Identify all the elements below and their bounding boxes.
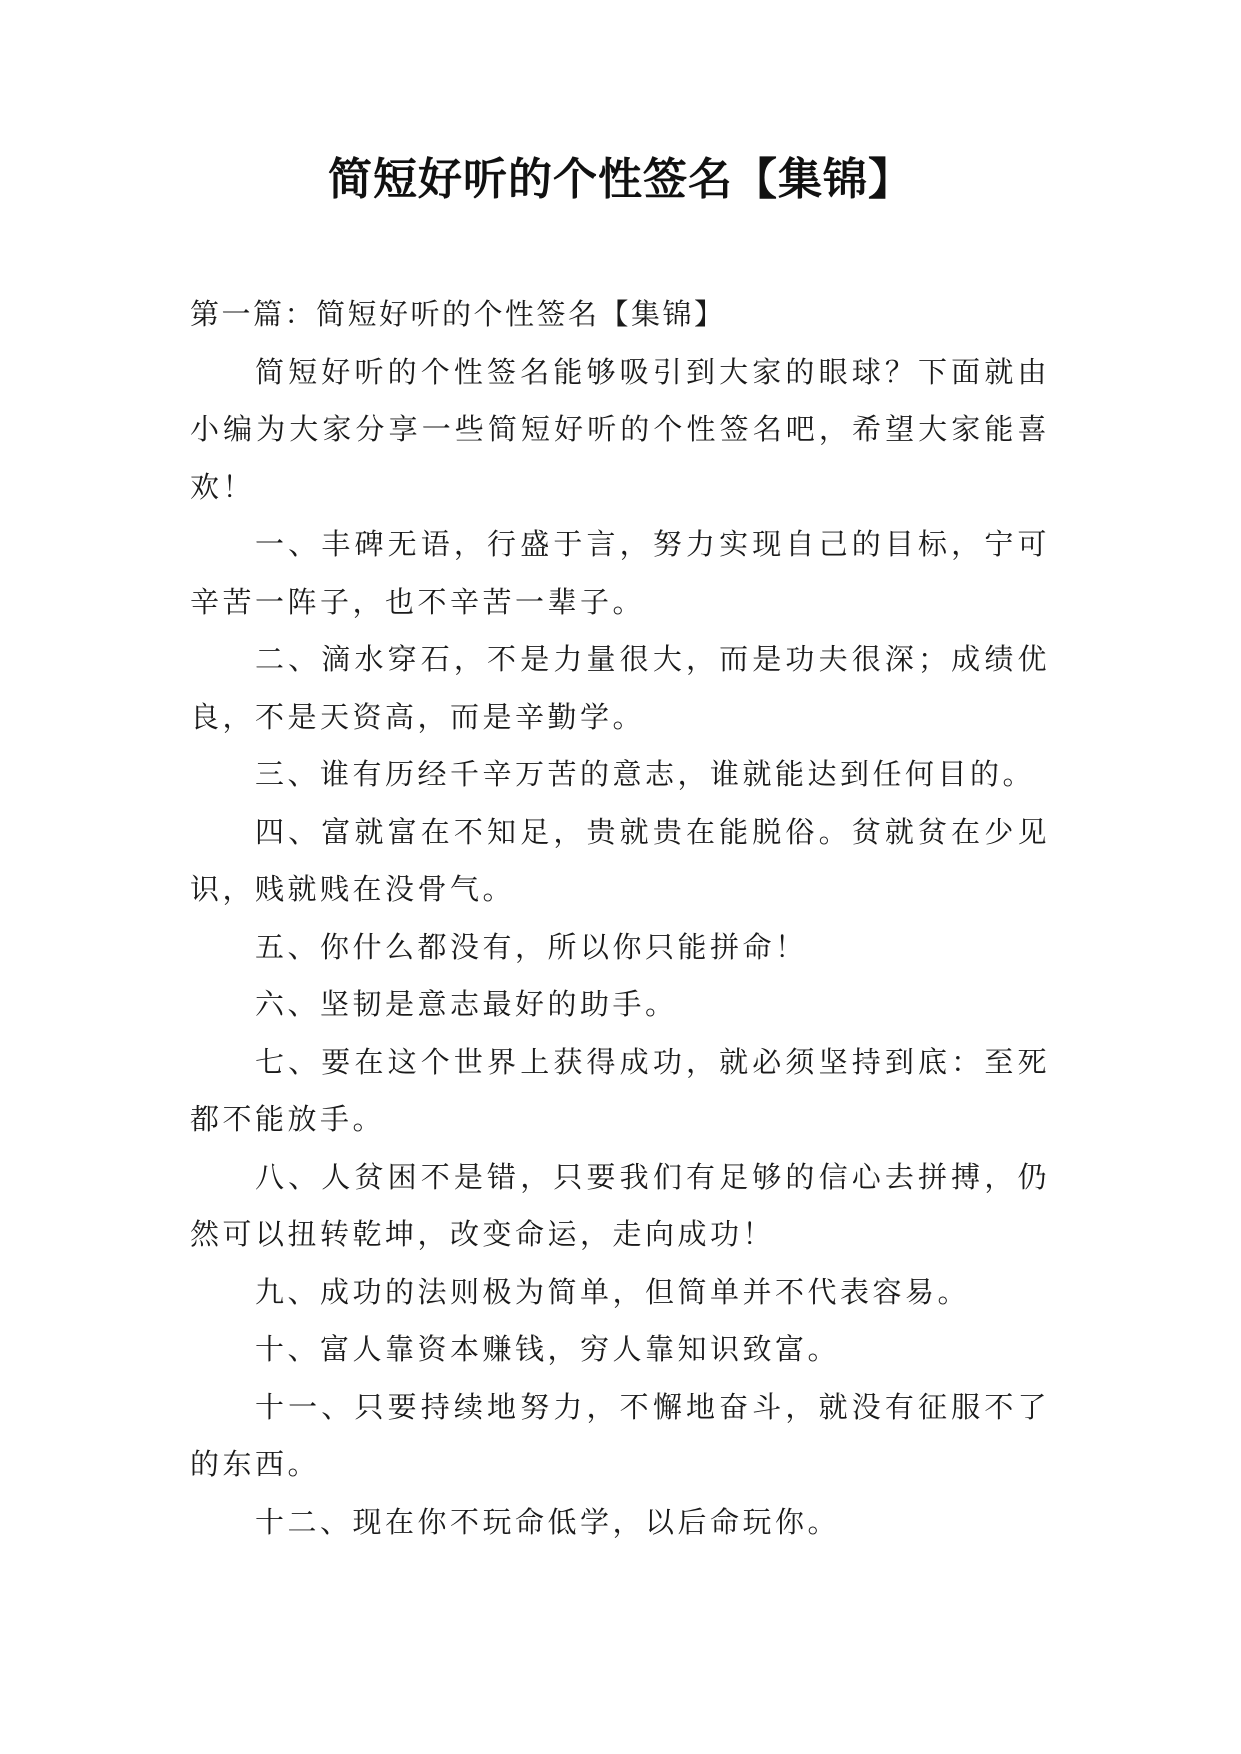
quote-paragraph-4: 四、富就富在不知足，贵就贵在能脱俗。贫就贫在少见识，贱就贱在没骨气。 <box>190 814 1050 906</box>
quote-paragraph-2: 二、滴水穿石，不是力量很大，而是功夫很深；成绩优良，不是天资高，而是辛勤学。 <box>190 642 1050 734</box>
quote-paragraph-12: 十二、现在你不玩命低学，以后命玩你。 <box>255 1504 841 1539</box>
document-body <box>190 286 1050 1551</box>
quote-paragraph-5: 五、你什么都没有，所以你只能拼命！ <box>255 929 808 964</box>
document-title: 简短好听的个性签名【集锦】 <box>328 154 913 205</box>
quote-paragraph-9: 九、成功的法则极为简单，但简单并不代表容易。 <box>255 1274 971 1309</box>
quote-paragraph-7: 七、要在这个世界上获得成功，就必须坚持到底：至死都不能放手。 <box>190 1044 1050 1136</box>
section-heading: 第一篇：简短好听的个性签名【集锦】 <box>190 297 726 331</box>
intro-paragraph: 简短好听的个性签名能够吸引到大家的眼球？下面就由小编为大家分享一些简短好听的个性签名吧，希望大家能喜欢！ <box>190 354 1050 504</box>
quote-paragraph-11: 十一、只要持续地努力，不懈地奋斗，就没有征服不了的东西。 <box>190 1389 1050 1481</box>
quote-paragraph-6: 六、坚韧是意志最好的助手。 <box>255 987 678 1021</box>
quote-paragraph-8: 八、人贫困不是错，只要我们有足够的信心去拼搏，仍然可以扭转乾坤，改变命运，走向成功！ <box>190 1159 1050 1251</box>
quote-paragraph-1: 一、丰碑无语，行盛于言，努力实现自己的目标，宁可辛苦一阵子，也不辛苦一辈子。 <box>190 527 1050 619</box>
quote-paragraph-10: 十、富人靠资本赚钱，穷人靠知识致富。 <box>255 1332 841 1366</box>
quote-paragraph-3: 三、谁有历经千辛万苦的意志，谁就能达到任何目的。 <box>255 757 1036 791</box>
